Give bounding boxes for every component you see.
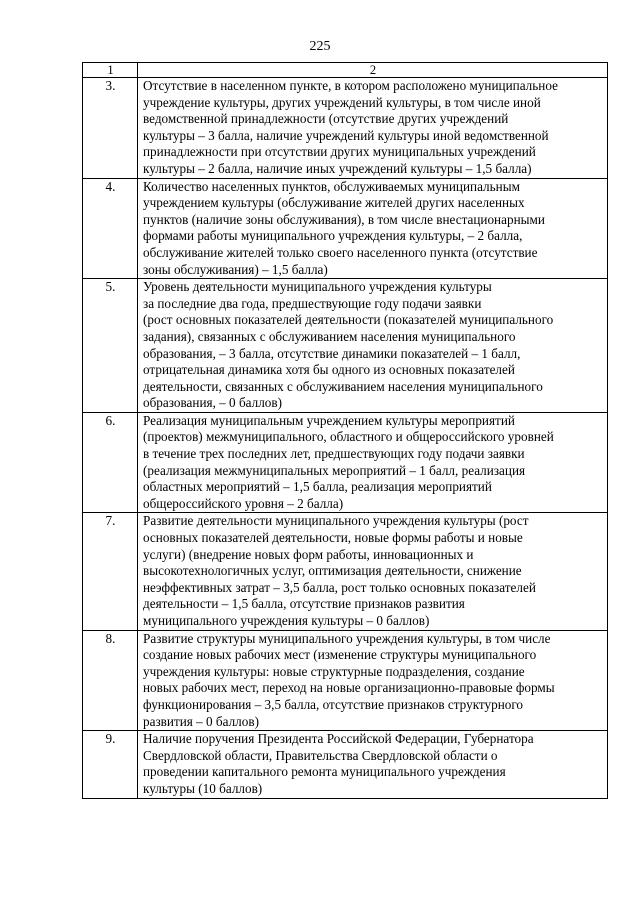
row-number: 8. bbox=[83, 630, 138, 731]
criterion-line: принадлежности при отсутствии других муниципальных учреждений bbox=[143, 144, 536, 160]
criterion-line: обслуживание жителей только своего населенного пункта (отсутствие bbox=[143, 244, 538, 260]
table-row bbox=[83, 178, 608, 279]
criterion-line: культуры – 3 балла, наличие учреждений культуры иной ведомственной bbox=[143, 127, 549, 143]
criterion-text bbox=[138, 731, 608, 798]
criterion-line: культуры (10 баллов) bbox=[143, 780, 263, 796]
criterion-line: Свердловской области, Правительства Свердловской области о bbox=[143, 747, 498, 763]
criterion-line: функционирования – 3,5 балла, отсутствие признаков структурного bbox=[143, 696, 524, 712]
row-number: 5. bbox=[83, 279, 138, 413]
criterion-line: муниципального учреждения культуры – 0 баллов) bbox=[143, 613, 430, 628]
criterion-line: создание новых рабочих мест (изменение структуры муниципального bbox=[143, 647, 537, 663]
criterion-line: образования, – 0 баллов) bbox=[143, 395, 282, 411]
criterion-line: развития – 0 баллов) bbox=[143, 713, 259, 729]
page-number: 225 bbox=[309, 39, 331, 54]
table-row bbox=[83, 279, 608, 413]
criterion-line: за последние два года, предшествующие году подачи заявки bbox=[143, 295, 482, 311]
criterion-line: деятельности – 1,5 балла, отсутствие признаков развития bbox=[143, 596, 465, 612]
criterion-text bbox=[138, 78, 608, 179]
criterion-text bbox=[138, 513, 608, 630]
row-number: 7. bbox=[83, 513, 138, 630]
criterion-line: неэффективных затрат – 3,5 балла, рост только основных показателей bbox=[143, 579, 536, 595]
criterion-line: учреждения культуры: новые структурные подразделения, создание bbox=[143, 663, 525, 679]
criterion-text bbox=[138, 178, 608, 279]
criterion-text bbox=[138, 412, 608, 513]
criterion-line: формами работы муниципального учреждения культуры, – 2 балла, bbox=[143, 228, 523, 244]
table-row bbox=[83, 513, 608, 630]
row-number: 6. bbox=[83, 412, 138, 513]
column-header-number: 1 bbox=[83, 63, 138, 78]
criterion-line: проведении капитального ремонта муниципального учреждения bbox=[143, 764, 506, 780]
table-row bbox=[83, 630, 608, 731]
criterion-line: Реализация муниципальным учреждением культуры мероприятий bbox=[143, 412, 515, 428]
criterion-line: пунктов (наличие зоны обслуживания), в том числе внестационарными bbox=[143, 211, 545, 227]
criterion-line: отрицательная динамика хотя бы одного из основных показателей bbox=[143, 362, 515, 378]
criterion-line: задания), связанных с обслуживанием населения муниципального bbox=[143, 328, 516, 344]
criterion-line: культуры – 2 балла, наличие иных учреждений культуры – 1,5 балла) bbox=[143, 160, 532, 176]
criterion-line: деятельности, связанных с обслуживанием населения муниципального bbox=[143, 378, 543, 394]
criterion-line: основных показателей деятельности, новые формы работы и новые bbox=[143, 530, 523, 546]
criterion-line: учреждение культуры, других учреждений культуры, в том числе иной bbox=[143, 94, 541, 110]
table-row bbox=[83, 412, 608, 513]
criterion-line: Развитие деятельности муниципального учреждения культуры (рост bbox=[143, 513, 529, 529]
criteria-table-body bbox=[83, 63, 608, 799]
criterion-line: Количество населенных пунктов, обслуживаемых муниципальным bbox=[143, 178, 520, 194]
criterion-line: зоны обслуживания) – 1,5 балла) bbox=[143, 261, 328, 277]
criterion-text bbox=[138, 630, 608, 731]
criterion-line: (рост основных показателей деятельности (показателей муниципального bbox=[143, 312, 554, 328]
criterion-line: образования, – 3 балла, отсутствие динамики показателей – 1 балл, bbox=[143, 345, 521, 361]
row-number: 9. bbox=[83, 731, 138, 798]
criterion-line: областных мероприятий – 1,5 балла, реализация мероприятий bbox=[143, 479, 492, 495]
criterion-line: (реализация межмуниципальных мероприятий – 1 балл, реализация bbox=[143, 462, 526, 478]
criterion-line: в течение трех последних лет, предшествующих году подачи заявки bbox=[143, 446, 525, 462]
row-number: 4. bbox=[83, 178, 138, 279]
table-row bbox=[83, 78, 608, 179]
column-header-criterion: 2 bbox=[138, 63, 608, 78]
criterion-line: Отсутствие в населенном пункте, в котором расположено муниципальное bbox=[143, 78, 558, 93]
table-header-row bbox=[83, 63, 608, 78]
criterion-line: общероссийского уровня – 2 балла) bbox=[143, 495, 344, 511]
row-number: 3. bbox=[83, 78, 138, 179]
criterion-line: Наличие поручения Президента Российской Федерации, Губернатора bbox=[143, 731, 534, 747]
criterion-line: новых рабочих мест, переход на новые организационно-правовые формы bbox=[143, 680, 555, 696]
criterion-text bbox=[138, 279, 608, 413]
criterion-line: ведомственной принадлежности (отсутствие других учреждений bbox=[143, 111, 509, 127]
criterion-line: Развитие структуры муниципального учреждения культуры, в том числе bbox=[143, 630, 551, 646]
criterion-line: (проектов) межмуниципального, областного и общероссийского уровней bbox=[143, 429, 554, 445]
criterion-line: услуги) (внедрение новых форм работы, инновационных и bbox=[143, 546, 474, 562]
table-row bbox=[83, 731, 608, 798]
criteria-table bbox=[82, 62, 608, 799]
criterion-line: учреждением культуры (обслуживание жителей других населенных bbox=[143, 195, 525, 211]
criterion-line: высокотехнологичных услуг, оптимизация деятельности, снижение bbox=[143, 563, 522, 579]
criterion-line: Уровень деятельности муниципального учреждения культуры bbox=[143, 279, 492, 295]
